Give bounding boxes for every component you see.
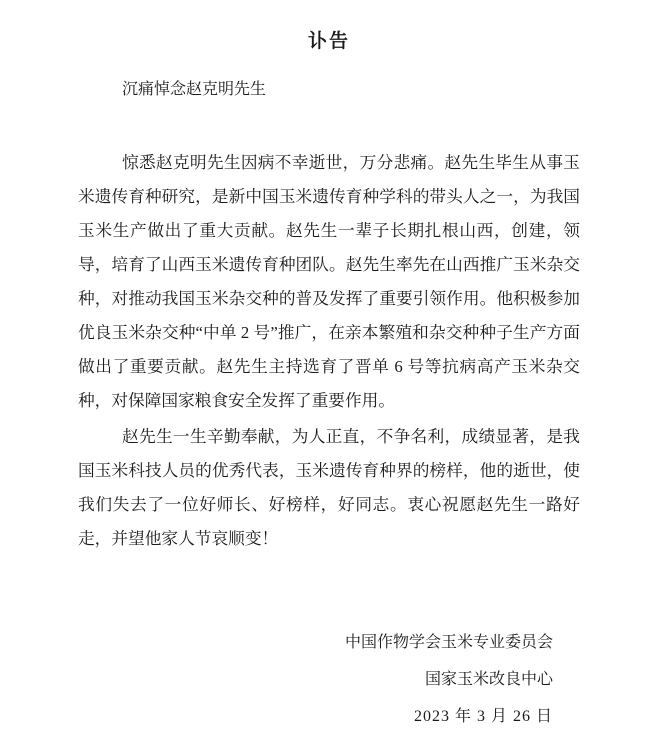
signature-organization-1: 中国作物学会玉米专业委员会 [344, 634, 553, 651]
signature-block [78, 624, 580, 735]
document-title: 讣告 [307, 31, 350, 52]
signature-date: 2023 年 3 月 26 日 [413, 708, 553, 725]
body-paragraph-2: 赵先生一生辛勤奉献，为人正直，不争名利，成绩显著，是我国玉米科技人员的优秀代表，玉米遗传育种界的榜样，他的逝世，使我们失去了一位好师长、好榜样，好同志。衷心祝愿赵先生一路好走，并望他家人节哀顺变！ [78, 427, 580, 548]
signature-organization-2: 国家玉米改良中心 [424, 671, 553, 688]
mourning-subtitle: 沉痛悼念赵克明先生 [122, 81, 267, 98]
body-paragraph-1: 惊悉赵克明先生因病不幸逝世，万分悲痛。赵先生毕生从事玉米遗传育种研究，是新中国玉米遗传育种学科的带头人之一，为我国玉米生产做出了重大贡献。赵先生一辈子长期扎根山西，创建，领导，培育了山西玉米遗传育种团队。赵先生率先在山西推广玉米杂交种，对推动我国玉米杂交种的普及发挥了重要引领作用。他积极参加优良玉米杂交种“中单 2 号”推广，在亲本繁殖和杂交种种子生产方面做出了重要贡献。赵先生主持选育了晋单 6 号等抗病高产玉米杂交种，对保障国家粮食安全发挥了重要作用。 [78, 153, 580, 410]
